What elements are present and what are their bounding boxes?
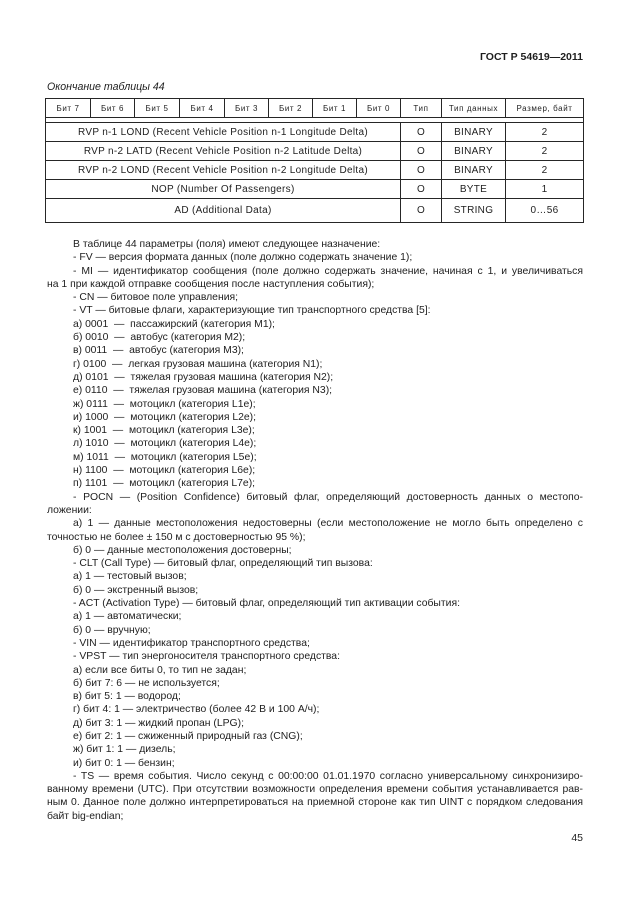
act-option-0: б) 0 — вручную; [73, 624, 151, 636]
pocn-option-0: б) 0 — данные местоположения достоверны; [73, 544, 292, 556]
param-ts-cont-2: ным 0. Данное поле должно интерпретироваться на приемной стороне как тип UINT с порядком следования [47, 797, 583, 809]
header-size: Размер, байт [506, 99, 584, 118]
header-bit-6: Бит 6 [91, 99, 135, 118]
data-type-cell: BINARY [442, 123, 506, 142]
vt-option-m3: в) 0011 — автобус (категория M3); [73, 345, 244, 357]
vt-option-l6e: н) 1100 — мотоцикл (категория L6e); [73, 465, 256, 477]
type-cell: O [401, 142, 442, 161]
param-fv: - FV — версия формата данных (поле должно содержать значение 1); [73, 252, 413, 264]
vpst-option-bit0: и) бит 0: 1 — бензин; [73, 757, 175, 769]
vpst-option-bit5: в) бит 5: 1 — водород; [73, 691, 181, 703]
body-intro: В таблице 44 параметры (поля) имеют следующее назначение: [73, 239, 381, 250]
size-cell: 2 [506, 123, 584, 142]
clt-option-0: б) 0 — экстренный вызов; [73, 584, 199, 596]
field-name-cell: RVP n-1 LOND (Recent Vehicle Position n-1 Longitude Delta) [46, 123, 401, 142]
param-mi: - MI — идентификатор сообщения (поле должно содержать значение, начиная с 1, и увеличиваться [73, 265, 583, 277]
standard-designation: ГОСТ Р 54619—2011 [479, 51, 583, 63]
param-ts-cont-3: байт big-endian; [47, 810, 124, 822]
param-vin: - VIN — идентификатор транспортного средства; [73, 637, 310, 649]
header-bit-7: Бит 7 [46, 99, 91, 118]
header-bit-3: Бит 3 [225, 99, 269, 118]
vpst-option-bit2: е) бит 2: 1 — сжиженный природный газ (CNG); [73, 730, 303, 742]
table-row [46, 199, 584, 223]
param-ts-cont-1: ванному времени (UTC). При отсутствии возможности определения времени события устанавливается рав- [47, 784, 583, 796]
header-data-type: Тип данных [442, 99, 506, 118]
field-name-cell: RVP n-2 LOND (Recent Vehicle Position n-2 Longitude Delta) [46, 161, 401, 180]
type-cell: O [401, 180, 442, 199]
data-type-cell: STRING [442, 199, 506, 223]
size-cell: 0…56 [506, 199, 584, 223]
param-ts: - TS — время события. Число секунд с 00:00:00 01.01.1970 согласно универсальному синхронизиро- [73, 770, 583, 782]
data-type-cell: BINARY [442, 142, 506, 161]
header-bit-4: Бит 4 [180, 99, 225, 118]
table-header-row [46, 99, 584, 118]
vt-option-l7e: п) 1101 — мотоцикл (категория L7e); [73, 478, 256, 490]
param-mi-cont: на 1 при каждой отправке сообщения после наступления события); [47, 278, 375, 290]
field-name-cell: AD (Additional Data) [46, 199, 401, 223]
vt-option-m2: б) 0010 — автобус (категория M2); [73, 332, 246, 344]
size-cell: 2 [506, 142, 584, 161]
vt-option-l5e: м) 1011 — мотоцикл (категория L5e); [73, 451, 257, 463]
clt-option-1: а) 1 — тестовый вызов; [73, 571, 187, 583]
table-row [46, 142, 584, 161]
header-bit-0: Бит 0 [357, 99, 401, 118]
act-option-1: а) 1 — автоматически; [73, 611, 182, 623]
param-act: - ACT (Activation Type) — битовый флаг, определяющий тип активации события: [73, 598, 460, 610]
parameters-table [45, 98, 584, 223]
vt-option-l4e: л) 1010 — мотоцикл (категория L4e); [73, 438, 257, 450]
header-bit-5: Бит 5 [135, 99, 180, 118]
pocn-option-1-cont: точностью не более ± 150 м с достоверностью 95 %); [47, 531, 306, 543]
param-vt: - VT — битовые флаги, характеризующие тип транспортного средства [5]: [73, 305, 431, 317]
type-cell: O [401, 161, 442, 180]
param-cn: - CN — битовое поле управления; [73, 292, 239, 304]
body-text [47, 238, 583, 823]
data-type-cell: BYTE [442, 180, 506, 199]
size-cell: 1 [506, 180, 584, 199]
vt-option-n1: г) 0100 — легкая грузовая машина (категория N1); [73, 358, 323, 370]
type-cell: O [401, 123, 442, 142]
header-bit-2: Бит 2 [269, 99, 313, 118]
param-clt: - CLT (Call Type) — битовый флаг, определяющий тип вызова: [73, 558, 373, 570]
field-name-cell: RVP n-2 LATD (Recent Vehicle Position n-2 Latitude Delta) [46, 142, 401, 161]
vt-option-n3: е) 0110 — тяжелая грузовая машина (категория N3); [73, 385, 333, 397]
param-vpst: - VPST — тип энергоносителя транспортного средства: [73, 651, 340, 663]
vt-option-l3e: к) 1001 — мотоцикл (категория L3e); [73, 425, 255, 437]
vt-option-m1: а) 0001 — пассажирский (категория M1); [73, 318, 275, 330]
vpst-option-bit4: г) бит 4: 1 — электричество (более 42 В и 100 А/ч); [73, 704, 320, 716]
table-row [46, 161, 584, 180]
size-cell: 2 [506, 161, 584, 180]
vpst-option-bit1: ж) бит 1: 1 — дизель; [73, 744, 176, 756]
param-pocn-cont: ложении: [47, 504, 92, 516]
vpst-option-bit7-6: б) бит 7: 6 — не используется; [73, 677, 220, 689]
pocn-option-1: а) 1 — данные местоположения недостоверны (если местоположение не могло быть определено с [73, 518, 583, 530]
vt-option-l1e: ж) 0111 — мотоцикл (категория L1e); [73, 398, 256, 410]
vpst-option-bit3: д) бит 3: 1 — жидкий пропан (LPG); [73, 717, 244, 729]
type-cell: O [401, 199, 442, 223]
param-pocn: - POCN — (Position Confidence) битовый флаг, определяющий достоверность данных о местопо- [73, 491, 583, 503]
table-row [46, 123, 584, 142]
field-name-cell: NOP (Number Of Passengers) [46, 180, 401, 199]
vpst-option-none: а) если все биты 0, то тип не задан; [73, 664, 247, 676]
page-number: 45 [571, 832, 583, 844]
data-type-cell: BINARY [442, 161, 506, 180]
vt-option-n2: д) 0101 — тяжелая грузовая машина (категория N2); [73, 371, 334, 383]
table-row [46, 180, 584, 199]
vt-option-l2e: и) 1000 — мотоцикл (категория L2e); [73, 411, 257, 423]
table-continuation-caption: Окончание таблицы 44 [47, 81, 165, 93]
header-type: Тип [401, 99, 442, 118]
header-bit-1: Бит 1 [313, 99, 357, 118]
